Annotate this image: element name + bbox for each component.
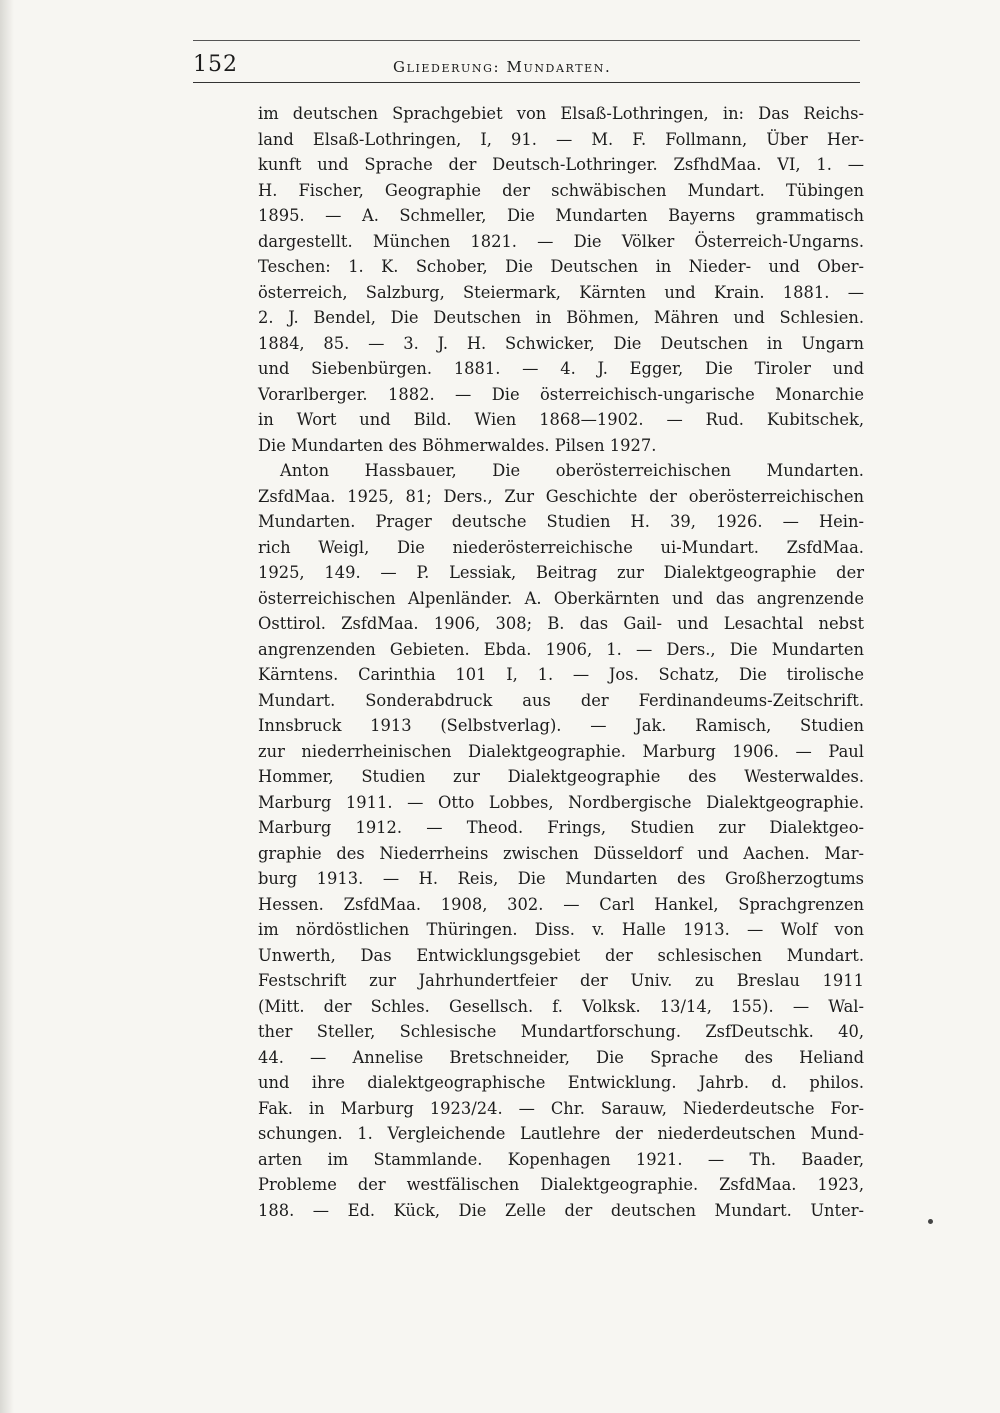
text-line: Kärntens. Carinthia 101 I, 1. — Jos. Schatz, Die tirolische	[258, 665, 864, 684]
text-line: Vorarlberger. 1882. — Die österreichisch-ungarische Monarchie	[258, 384, 864, 404]
text-line: Hessen. ZsfdMaa. 1908, 302. — Carl Hankel, Sprachgrenzen	[258, 894, 864, 914]
text-line: 1925, 149. — P. Lessiak, Beitrag zur Dialektgeographie der	[258, 563, 864, 582]
text-line: Probleme der westfälischen Dialektgeographie. ZsfdMaa. 1923,	[258, 1175, 864, 1194]
text-line: Innsbruck 1913 (Selbstverlag). — Jak. Ramisch, Studien	[258, 716, 864, 735]
text-line: österreich, Salzburg, Steiermark, Kärnten und Krain. 1881. —	[258, 282, 864, 302]
text-line: österreichischen Alpenländer. A. Oberkärnten und das angrenzende	[258, 588, 864, 608]
text-line: Mundarten. Prager deutsche Studien H. 39, 1926. — Hein-	[258, 512, 864, 531]
text-line: (Mitt. der Schles. Gesellsch. f. Volksk. 13/14, 155). — Wal-	[258, 996, 864, 1016]
text-line: 44. — Annelise Bretschneider, Die Sprache des Heliand	[258, 1047, 864, 1067]
body-text	[258, 101, 864, 1223]
text-line: Marburg 1911. — Otto Lobbes, Nordbergische Dialektgeographie.	[258, 792, 864, 812]
header-rule	[193, 82, 860, 83]
text-line: arten im Stammlande. Kopenhagen 1921. — Th. Baader,	[258, 1149, 864, 1169]
text-line: 1895. — A. Schmeller, Die Mundarten Bayerns grammatisch	[258, 206, 864, 225]
text-line: im nördöstlichen Thüringen. Diss. v. Halle 1913. — Wolf von	[258, 920, 864, 939]
text-line: Osttirol. ZsfdMaa. 1906, 308; B. das Gail- und Lesachtal nebst	[258, 614, 864, 633]
text-line: Fak. in Marburg 1923/24. — Chr. Sarauw, Niederdeutsche For-	[258, 1098, 864, 1118]
text-line: angrenzenden Gebieten. Ebda. 1906, 1. — Ders., Die Mundarten	[258, 639, 864, 659]
page-number: 152	[193, 52, 238, 77]
top-rule	[193, 40, 860, 41]
text-line: Anton Hassbauer, Die oberösterreichischen Mundarten.	[280, 461, 864, 480]
text-line: H. Fischer, Geographie der schwäbischen Mundart. Tübingen	[258, 180, 864, 200]
page-header	[193, 52, 860, 80]
text-line: 2. J. Bendel, Die Deutschen in Böhmen, Mähren und Schlesien.	[258, 308, 864, 327]
text-line: dargestellt. München 1821. — Die Völker Österreich-Ungarns.	[258, 231, 864, 251]
text-line: Marburg 1912. — Theod. Frings, Studien zur Dialektgeo-	[258, 818, 864, 837]
text-line: ZsfdMaa. 1925, 81; Ders., Zur Geschichte der oberösterreichischen	[258, 486, 864, 506]
ink-speck	[928, 1219, 933, 1224]
running-head: Gliederung: Mundarten.	[393, 58, 612, 76]
text-line: und ihre dialektgeographische Entwicklung. Jahrb. d. philos.	[258, 1073, 864, 1092]
text-line: Festschrift zur Jahrhundertfeier der Univ. zu Breslau 1911	[258, 971, 864, 990]
text-line: burg 1913. — H. Reis, Die Mundarten des Großherzogtums	[258, 869, 864, 888]
text-line: Hommer, Studien zur Dialektgeographie des Westerwaldes.	[258, 767, 864, 786]
text-line: kunft und Sprache der Deutsch-Lothringer. ZsfhdMaa. VI, 1. —	[258, 155, 864, 174]
text-line: rich Weigl, Die niederösterreichische ui-Mundart. ZsfdMaa.	[258, 537, 864, 557]
text-line: Die Mundarten des Böhmerwaldes. Pilsen 1927.	[258, 435, 657, 455]
text-line: graphie des Niederrheins zwischen Düsseldorf und Aachen. Mar-	[258, 843, 864, 863]
text-line: und Siebenbürgen. 1881. — 4. J. Egger, Die Tiroler und	[258, 359, 864, 378]
page-edge-shadow	[0, 0, 14, 1413]
text-line: Mundart. Sonderabdruck aus der Ferdinandeums-Zeitschrift.	[258, 690, 864, 710]
text-line: land Elsaß-Lothringen, I, 91. — M. F. Follmann, Über Her-	[258, 129, 864, 149]
text-line: ther Steller, Schlesische Mundartforschung. ZsfDeutschk. 40,	[258, 1022, 864, 1041]
text-line: schungen. 1. Vergleichende Lautlehre der niederdeutschen Mund-	[258, 1124, 864, 1143]
text-line: Teschen: 1. K. Schober, Die Deutschen in Nieder- und Ober-	[258, 257, 864, 276]
text-line: in Wort und Bild. Wien 1868—1902. — Rud. Kubitschek,	[258, 410, 864, 429]
text-line: 1884, 85. — 3. J. H. Schwicker, Die Deutschen in Ungarn	[258, 333, 864, 353]
text-line: Unwerth, Das Entwicklungsgebiet der schlesischen Mundart.	[258, 945, 864, 965]
text-line: zur niederrheinischen Dialektgeographie. Marburg 1906. — Paul	[258, 741, 864, 761]
text-line: im deutschen Sprachgebiet von Elsaß-Lothringen, in: Das Reichs-	[258, 104, 864, 123]
text-line: 188. — Ed. Kück, Die Zelle der deutschen Mundart. Unter-	[258, 1200, 864, 1220]
